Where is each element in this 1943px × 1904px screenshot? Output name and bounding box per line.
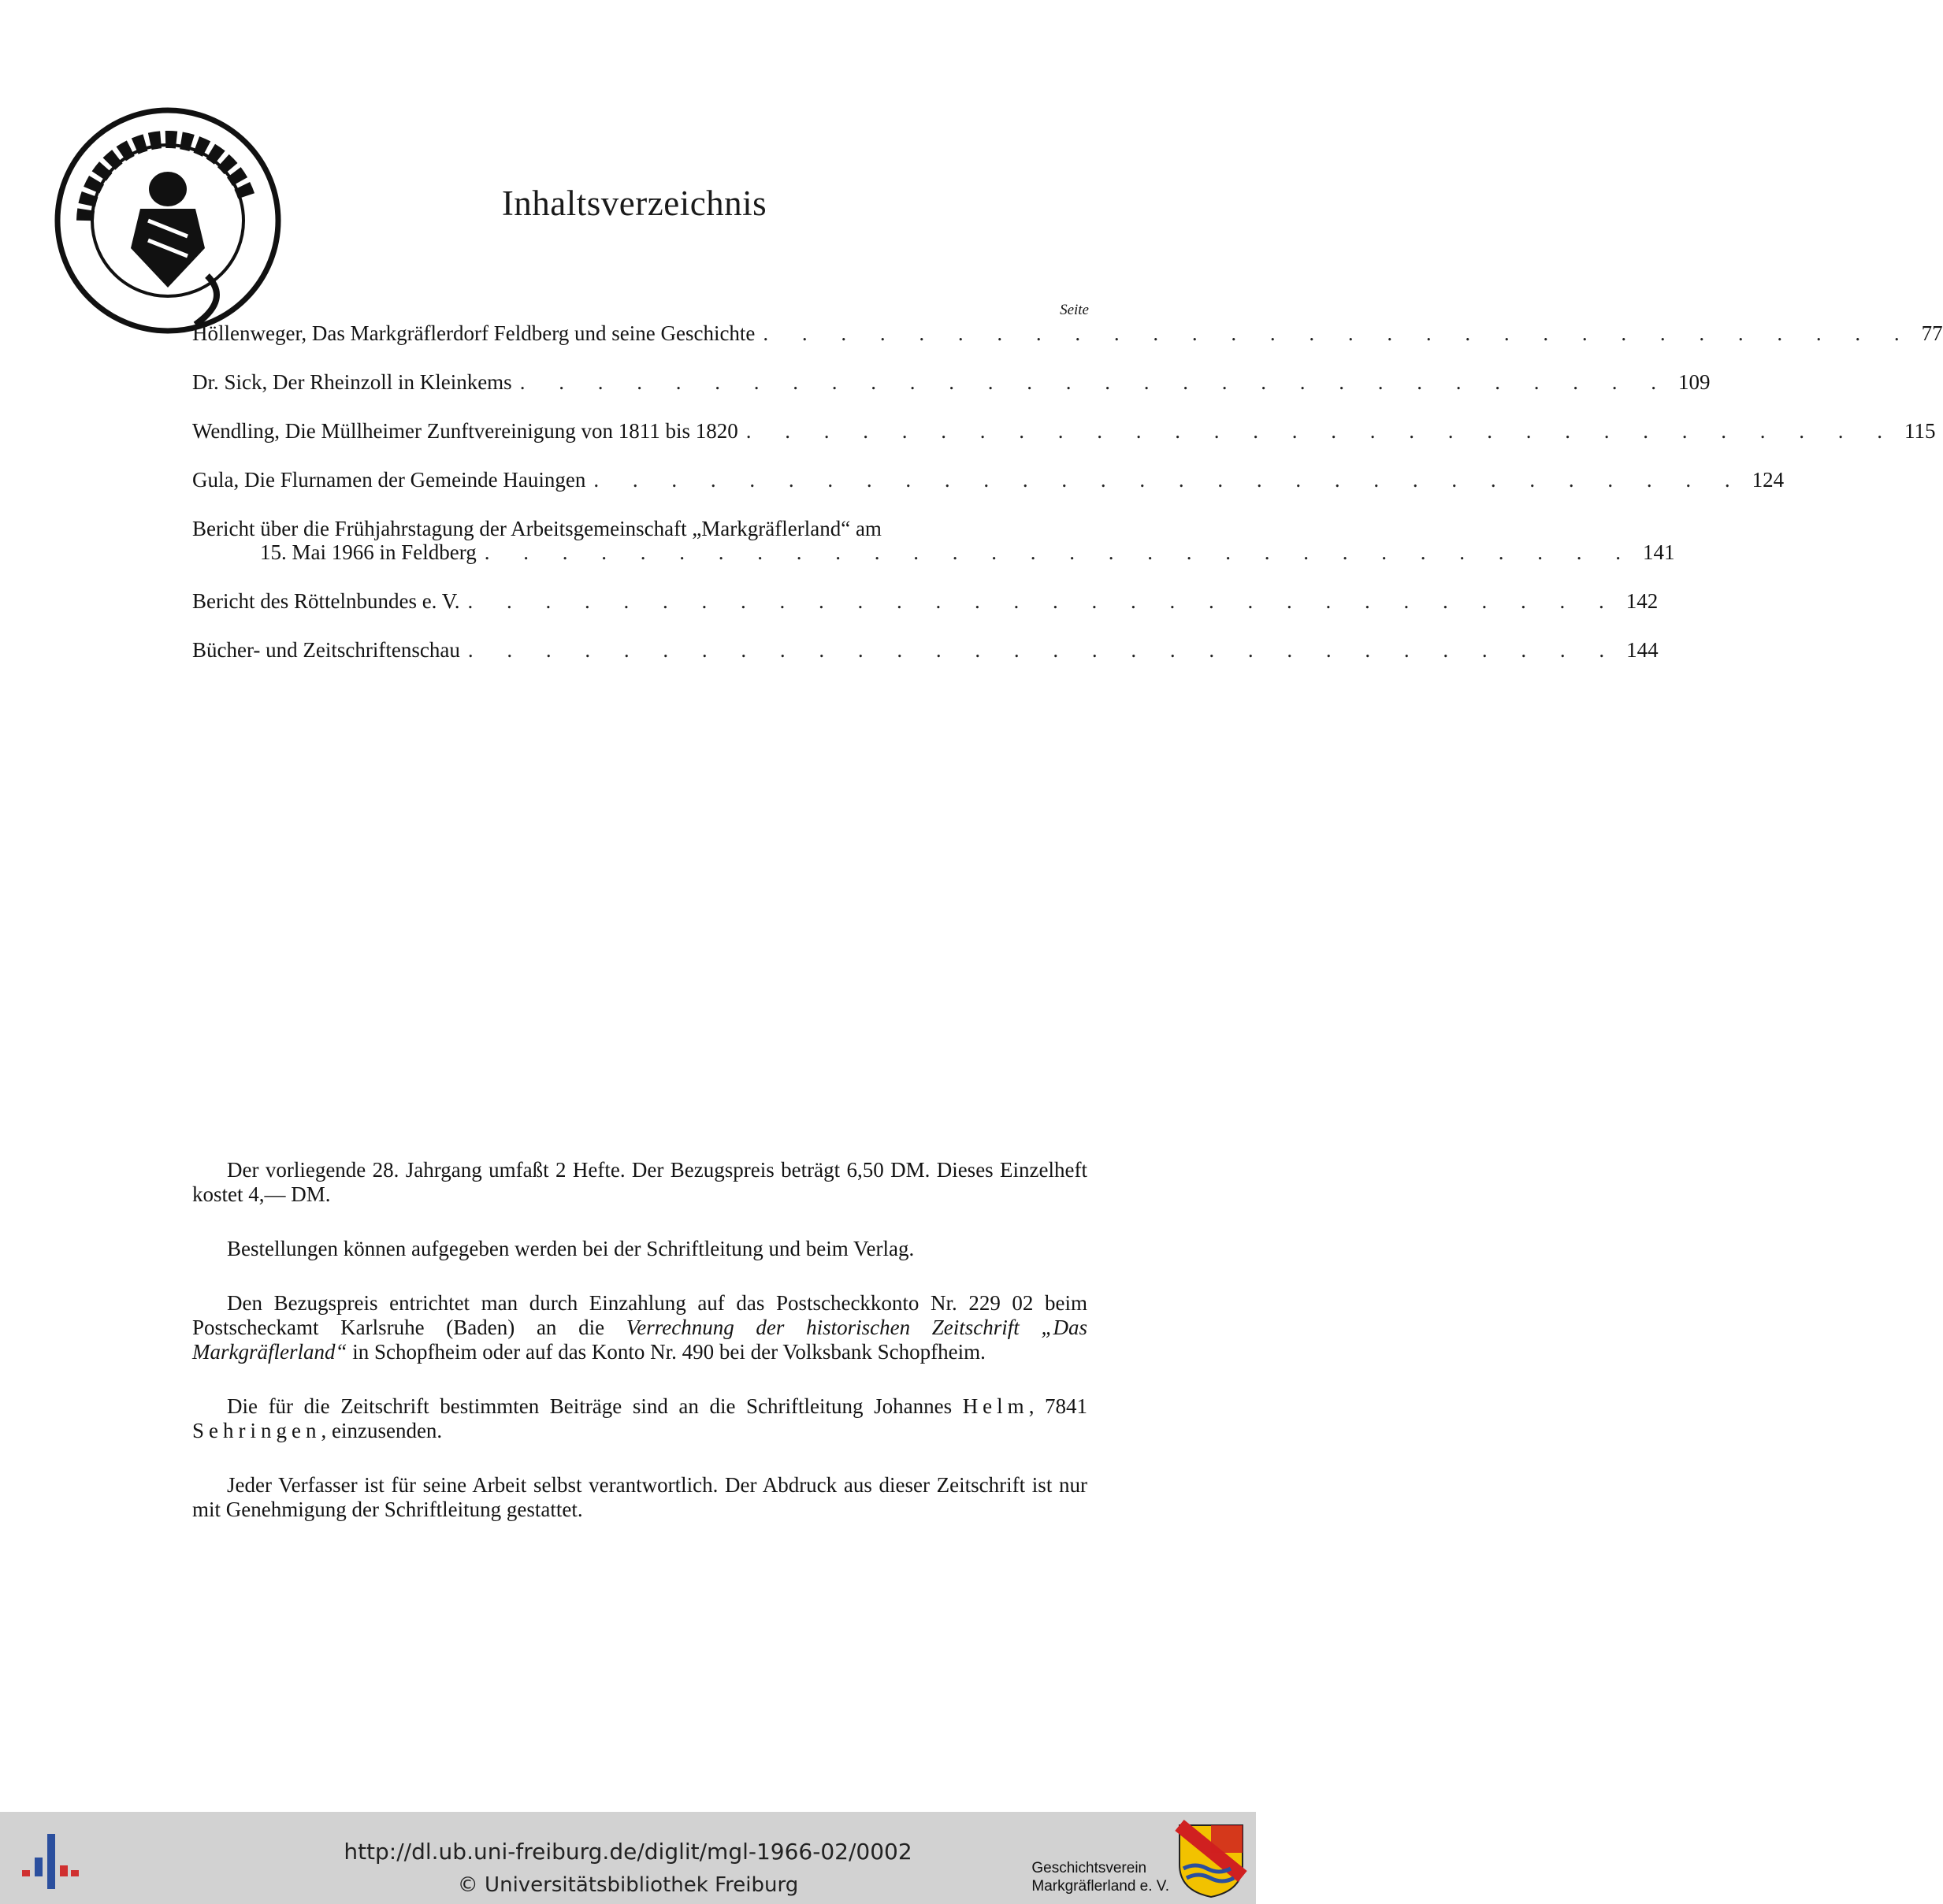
toc-entry — [192, 630, 1659, 679]
toc-entry-title: Höllenweger, Das Markgräflerdorf Feldberg und seine Geschichte — [192, 321, 756, 345]
notes-paragraph: Bestellungen können aufgegeben werden bei der Schriftleitung und beim Verlag. — [227, 1237, 915, 1260]
toc-leader-dots: . . . . . . . . . . . . . . . . . . . . . . . . . . . . . . — [467, 638, 1619, 662]
toc-page-number: 109 — [1677, 370, 1711, 394]
notes-paragraph — [192, 1291, 1087, 1364]
notes-text: Die für die Zeitschrift bestimmten Beiträge sind an die Schriftleitung Johannes — [227, 1394, 953, 1418]
notes-text: Den Bezugspreis entrichtet man durch Einzahlung auf das Postscheckkonto Nr. 229 02 beim Postscheckamt Karlsruhe (Baden) an die — [192, 1291, 1087, 1339]
toc-page-number: 141 — [1642, 540, 1675, 564]
page-title: Inhaltsverzeichnis — [501, 184, 767, 223]
notes-text: in Schopfheim oder auf das Konto Nr. 490 bei der Volksbank Schopfheim. — [352, 1340, 986, 1364]
toc-entry-title-line1: Bericht über die Frühjahrstagung der Arbeitsgemeinschaft „Markgräflerland“ am — [192, 517, 882, 540]
publication-notes — [192, 1158, 1087, 1552]
toc-entry-title: Bericht des Röttelnbundes e. V. — [192, 589, 460, 613]
toc-page-number: 142 — [1625, 589, 1659, 613]
toc-entry — [192, 314, 1943, 362]
table-of-contents — [192, 314, 1943, 679]
editor-name: Helm — [962, 1394, 1029, 1418]
toc-entry-title: Bücher- und Zeitschriftenschau — [192, 638, 460, 662]
toc-entry — [192, 581, 1659, 630]
toc-entry — [192, 509, 1675, 581]
notes-paragraph: Jeder Verfasser ist für seine Arbeit selbst verantwortlich. Der Abdruck aus dieser Zeitschrift ist nur mit Genehmigung der Schriftleitung gestattet. — [192, 1473, 1087, 1521]
toc-page-number: 124 — [1752, 468, 1785, 492]
society-name-line2: Markgräflerland e. V. — [1031, 1878, 1169, 1895]
copyright-notice: © Universitätsbibliothek Freiburg — [457, 1873, 799, 1897]
toc-entry-title: Wendling, Die Müllheimer Zunftvereinigung von 1811 bis 1820 — [192, 419, 738, 443]
coat-of-arms-icon — [1176, 1821, 1246, 1898]
toc-leader-dots: . . . . . . . . . . . . . . . . . . . . . . . . . . . . . . — [593, 468, 1744, 492]
page-column-label: Seite — [1060, 302, 1089, 318]
toc-page-number: 77 — [1921, 321, 1943, 345]
society-name — [1031, 1859, 1169, 1895]
toc-leader-dots: . . . . . . . . . . . . . . . . . . . . . . . . . . . . . . — [467, 589, 1618, 613]
notes-italic-text: Verrechnung der historischen Zeitschrift „Das Markgräflerland“ — [192, 1316, 1087, 1364]
toc-entry-title: Dr. Sick, Der Rheinzoll in Kleinkems — [192, 370, 512, 394]
notes-paragraph — [192, 1394, 1087, 1443]
toc-entry — [192, 362, 1711, 411]
notes-text: , einzusenden. — [321, 1419, 443, 1442]
toc-leader-dots: . . . . . . . . . . . . . . . . . . . . . . . . . . . . . . — [519, 370, 1670, 394]
toc-leader-dots: . . . . . . . . . . . . . . . . . . . . . . . . . . . . . . — [484, 540, 1635, 564]
toc-page-number: 144 — [1626, 638, 1659, 662]
toc-entry — [192, 411, 1936, 460]
toc-page-number: 115 — [1904, 419, 1936, 443]
library-footer — [0, 1812, 1256, 1904]
notes-paragraph: Der vorliegende 28. Jahrgang umfaßt 2 Hefte. Der Bezugspreis beträgt 6,50 DM. Dieses Einzelheft kostet 4,— DM. — [192, 1158, 1087, 1206]
toc-entry-title: Gula, Die Flurnamen der Gemeinde Hauingen — [192, 468, 586, 492]
toc-entry-title: 15. Mai 1966 in Feldberg — [260, 540, 477, 564]
permalink[interactable]: http://dl.ub.uni-freiburg.de/diglit/mgl-1966-02/0002 — [344, 1839, 912, 1865]
toc-entry — [192, 460, 1785, 509]
toc-leader-dots: . . . . . . . . . . . . . . . . . . . . . . . . . . . . . . — [763, 321, 1914, 345]
toc-leader-dots: . . . . . . . . . . . . . . . . . . . . . . . . . . . . . . — [745, 419, 1897, 443]
society-name-line1: Geschichtsverein — [1031, 1860, 1147, 1876]
editor-place: Sehringen — [192, 1419, 321, 1442]
notes-text: , 7841 — [1028, 1394, 1088, 1418]
